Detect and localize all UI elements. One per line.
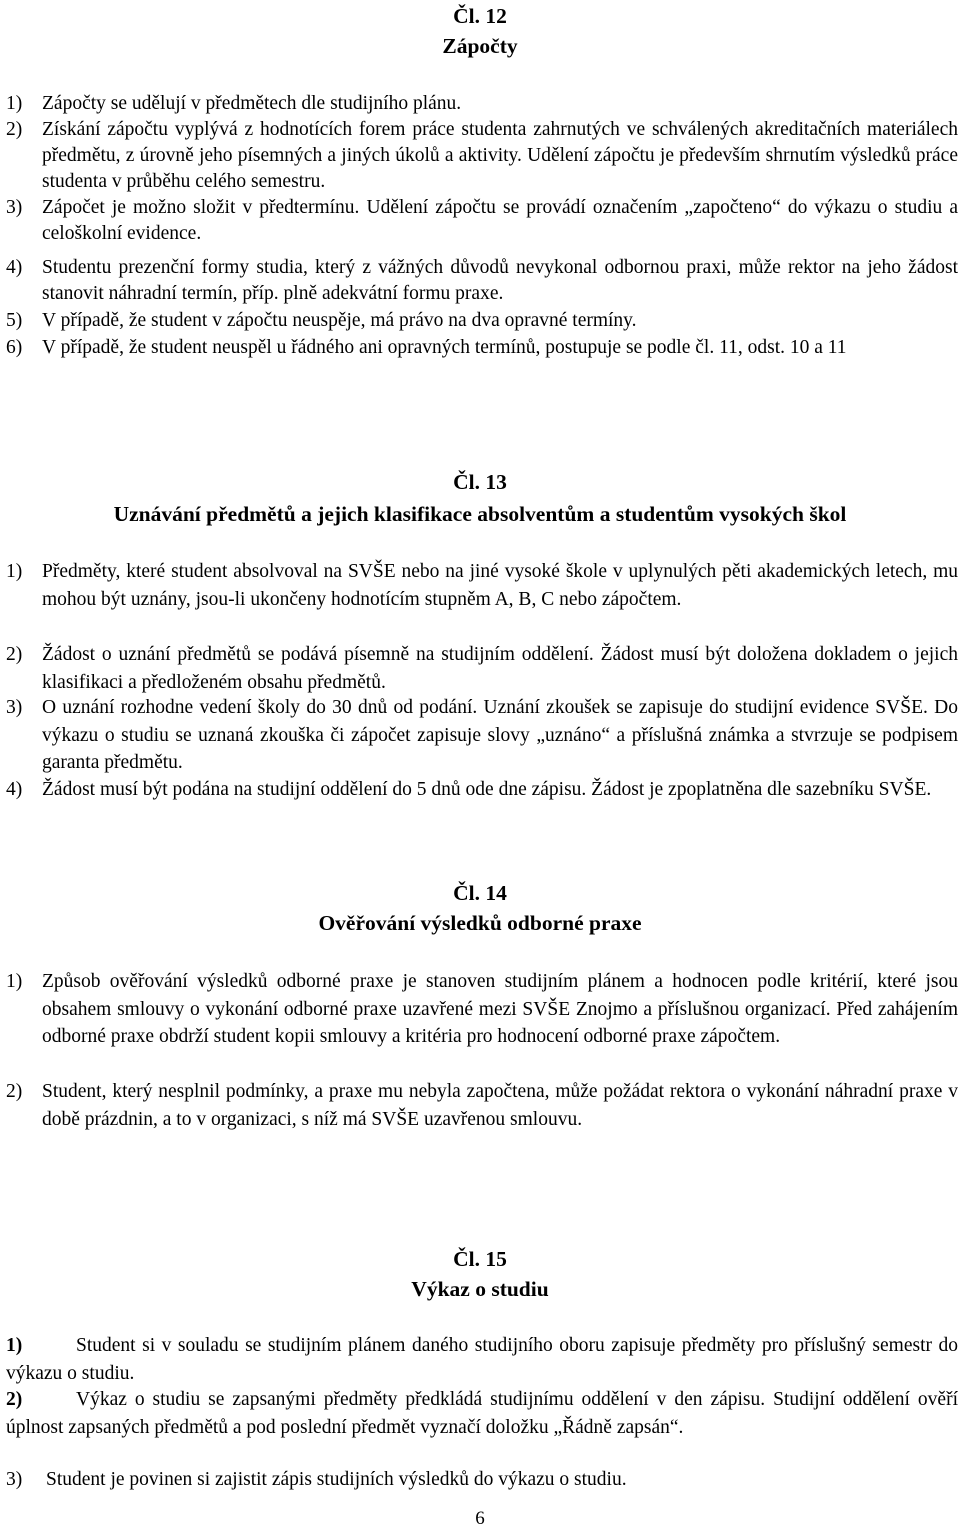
article-13-title: Uznávání předmětů a jejich klasifikace absolventům a studentům vysokých škol xyxy=(113,502,847,526)
item-number: 2) xyxy=(6,1389,23,1410)
item-text: O uznání rozhodne vedení školy do 30 dnů od podání. Uznání zkoušek se zapisuje do studijní evidence SVŠE. Do výkazu o studiu se uznaná zkouška či zápočet zapisuje slovy „uznáno“ a příslušná známka a stvrzuje se podpisem garanta předmětu. xyxy=(42,697,958,773)
article-13-item-4 xyxy=(6,776,958,804)
article-14-number: Čl. 14 xyxy=(453,881,507,905)
article-13-item-3 xyxy=(6,694,958,777)
article-14-title: Ověřování výsledků odborné praxe xyxy=(318,911,642,935)
article-12-item-6 xyxy=(6,335,958,361)
item-text: Žádost o uznání předmětů se podává písemně na studijním oddělení. Žádost musí být doložena dokladem o jejich klasifikaci a předloženém obsahu předmětů. xyxy=(42,644,958,693)
item-text: Předměty, které student absolvoval na SVŠE nebo na jiné vysoké škole v uplynulých pěti akademických letech, mu mohou být uznány, jsou-li ukončeny hodnotícím stupněm A, B, C nebo zápočtem. xyxy=(42,561,958,610)
article-12-item-4 xyxy=(6,255,958,307)
article-15-item-3 xyxy=(6,1466,958,1494)
item-text: Žádost musí být podána na studijní oddělení do 5 dnů ode dne zápisu. Žádost je zpoplatněna dle sazebníku SVŠE. xyxy=(42,779,932,800)
article-12-number: Čl. 12 xyxy=(453,4,507,28)
item-number: 2) xyxy=(6,644,23,665)
article-14-item-1 xyxy=(6,968,958,1051)
article-14-item-2 xyxy=(6,1078,958,1133)
item-number: 3) xyxy=(6,197,23,218)
page-number: 6 xyxy=(475,1508,485,1529)
article-12-item-1 xyxy=(6,91,958,117)
item-number: 2) xyxy=(6,1081,23,1102)
item-text: Získání zápočtu vyplývá z hodnotících forem práce studenta zahrnutých ve schválených akreditačních materiálech předmětu, z úrovně jeho písemných a jiných úkolů a aktivity. Udělení zápočtu je především shrnutím výsledků práce studenta v průběhu celého semestru. xyxy=(42,119,958,192)
item-number: 1) xyxy=(6,1335,23,1356)
item-text: Způsob ověřování výsledků odborné praxe je stanoven studijním plánem a hodnocen podle kritérií, které jsou obsahem smlouvy o vykonání odborné praxe uzavřené mezi SVŠE Znojmo a příslušnou organizací. Před zahájením odborné praxe obdrží student kopii smlouvy a kritéria pro hodnocení odborné praxe zápočtem. xyxy=(42,971,958,1047)
item-number: 1) xyxy=(6,561,23,582)
item-number: 1) xyxy=(6,971,23,992)
item-text: Zápočty se udělují v předmětech dle studijního plánu. xyxy=(42,93,462,114)
item-text: Student si v souladu se studijním plánem daného studijního oboru zapisuje předměty pro příslušný semestr do výkazu o studiu. xyxy=(6,1335,958,1384)
item-text: V případě, že student neuspěl u řádného ani opravných termínů, postupuje se podle čl. 11, odst. 10 a 11 xyxy=(42,337,847,358)
article-13-item-1 xyxy=(6,558,958,613)
article-15-item-2 xyxy=(6,1386,958,1441)
item-number: 5) xyxy=(6,310,23,331)
article-15-title: Výkaz o studiu xyxy=(411,1277,549,1301)
item-text: V případě, že student v zápočtu neuspěje, má právo na dva opravné termíny. xyxy=(42,310,637,331)
article-12-title: Zápočty xyxy=(442,34,518,58)
item-number: 3) xyxy=(6,697,23,718)
item-text: Student je povinen si zajistit zápis studijních výsledků do výkazu o studiu. xyxy=(46,1469,627,1490)
article-12-item-3 xyxy=(6,195,958,247)
article-12-item-2 xyxy=(6,117,958,195)
item-number: 4) xyxy=(6,779,23,800)
item-text: Student, který nesplnil podmínky, a praxe mu nebyla započtena, může požádat rektora o vykonání náhradní praxe v době prázdnin, a to v organizaci, s níž má SVŠE uzavřenou smlouvu. xyxy=(42,1081,958,1130)
item-text: Studentu prezenční formy studia, který z vážných důvodů nevykonal odbornou praxi, může rektor na jeho žádost stanovit náhradní termín, příp. plně adekvátní formu praxe. xyxy=(42,257,958,304)
item-number: 1) xyxy=(6,93,23,114)
item-text: Výkaz o studiu se zapsanými předměty předkládá studijnímu oddělení v den zápisu. Studijní oddělení ověří úplnost zapsaných předmětů a pod poslední předmět vyznačí doložku „Řádně zapsán“. xyxy=(6,1389,958,1438)
article-13-item-2 xyxy=(6,641,958,696)
article-13-number: Čl. 13 xyxy=(453,470,507,494)
item-number: 2) xyxy=(6,119,23,140)
article-15-item-1 xyxy=(6,1332,958,1387)
item-number: 4) xyxy=(6,257,23,278)
article-15-number: Čl. 15 xyxy=(453,1247,507,1271)
item-number: 3) xyxy=(6,1469,23,1490)
article-12-item-5 xyxy=(6,308,958,334)
item-number: 6) xyxy=(6,337,23,358)
item-text: Zápočet je možno složit v předtermínu. Udělení zápočtu se provádí označením „započteno“ do výkazu o studiu a celoškolní evidence. xyxy=(42,197,958,244)
